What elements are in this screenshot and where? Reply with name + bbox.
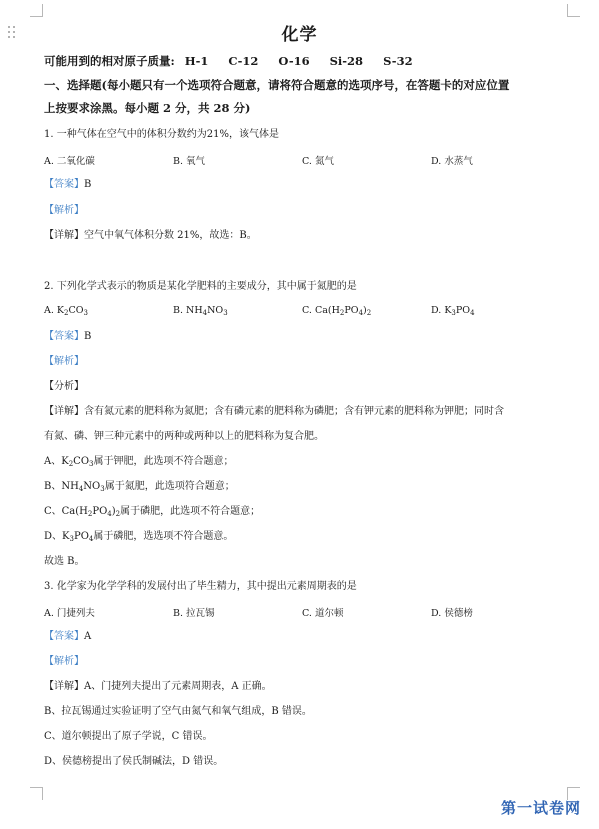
formula-part: CO	[73, 456, 90, 467]
q3-answer	[44, 630, 91, 644]
atomic-mass-label: 可能用到的相对原子质量:	[44, 54, 175, 68]
q3-option-b: B. 拉瓦锡	[173, 608, 215, 619]
q2-analysis-tag: 【解析】	[44, 356, 84, 367]
subscript: 3	[89, 460, 94, 468]
atomic-mass-item: Si-28	[329, 54, 364, 68]
q1-option-d: D. 水蒸气	[431, 156, 473, 167]
subscript: 4	[88, 535, 94, 543]
section-heading-line1: 一、选择题(每小题只有一个选项符合题意，请将符合题意的选项序号，在答题卡的对应位置	[44, 78, 510, 92]
q2-option-d-prefix: D. K	[431, 305, 452, 316]
formula-part: PO	[73, 531, 89, 542]
q2-answer	[44, 330, 91, 344]
answer-tag: 【答案】	[44, 331, 84, 342]
detail-tag: 【详解】	[44, 406, 84, 417]
formula-part: A、K	[44, 456, 69, 467]
subscript: 2	[64, 309, 69, 317]
line-text: 属于磷肥，此选项不符合题意；	[120, 506, 261, 517]
q1-detail-text: 空气中氧气体积分数 21%，故选：B。	[84, 230, 257, 241]
q3-detail-a	[44, 680, 272, 694]
q3-detail-b: B、拉瓦锡通过实验证明了空气由氮气和氧气组成，B 错误。	[44, 706, 312, 717]
q3-detail-c: C、道尔顿提出了原子学说，C 错误。	[44, 731, 213, 742]
q3-option-c: C. 道尔顿	[302, 608, 344, 619]
formula-part: NO	[83, 481, 101, 492]
q2-option-d	[431, 305, 475, 316]
atomic-mass-item: S-32	[383, 54, 413, 68]
q2-conclusion: 故选 B。	[44, 556, 85, 567]
answer-tag: 【答案】	[44, 179, 84, 190]
subscript: 4	[202, 309, 208, 317]
line-text: 属于磷肥，选选项不符合题意。	[93, 531, 234, 542]
q2-option-b-prefix: B. NH	[173, 305, 203, 316]
q2-line-b	[44, 480, 235, 494]
subscript: 3	[451, 309, 456, 317]
q1-analysis-tag: 【解析】	[44, 205, 84, 216]
formula-part: PO	[344, 305, 359, 316]
q1-option-a: A. 二氧化碳	[44, 156, 95, 167]
subscript: 3	[83, 309, 88, 317]
subscript: 4	[78, 485, 84, 493]
atomic-mass-line	[44, 54, 429, 68]
q1-option-c: C. 氮气	[302, 156, 334, 167]
q2-explain-tag: 【分析】	[44, 381, 84, 392]
formula-part: )	[363, 305, 367, 316]
page-title: 化学	[281, 25, 318, 45]
margin-mark-top-right	[567, 4, 580, 17]
formula-part: B、NH	[44, 481, 79, 492]
q2-answer-value: B	[84, 331, 92, 342]
subscript: 3	[100, 485, 105, 493]
formula-part: PO	[455, 305, 471, 316]
formula-part: )	[111, 506, 116, 517]
subscript: 4	[470, 309, 475, 317]
q2-line-c	[44, 505, 260, 519]
q2-detail-line1	[44, 405, 504, 419]
section-heading-line2: 上按要求涂黑。每小题 2 分，共 28 分)	[44, 101, 251, 115]
q1-answer-value: B	[84, 179, 92, 190]
q3-detail-a-text: A、门捷列夫提出了元素周期表，A 正确。	[84, 681, 272, 692]
subscript: 2	[68, 460, 74, 468]
q2-detail-text: 含有氮元素的肥料称为氮肥；含有磷元素的肥料称为磷肥；含有钾元素的肥料称为钾肥；同时含	[84, 406, 504, 417]
q1-detail	[44, 229, 257, 243]
subscript: 2	[87, 510, 93, 518]
watermark-logo: 第一试卷网	[500, 799, 581, 817]
q3-detail-d: D、侯德榜提出了侯氏制碱法，D 错误。	[44, 756, 224, 767]
margin-mark-top-left	[30, 4, 43, 17]
subscript: 3	[69, 535, 74, 543]
q1-answer	[44, 178, 91, 192]
line-text: 属于氮肥，此选项符合题意；	[104, 481, 235, 492]
atomic-mass-item: O-16	[278, 54, 310, 68]
q3-analysis-tag: 【解析】	[44, 656, 84, 667]
formula-part: C、Ca(H	[44, 506, 88, 517]
subscript: 2	[339, 309, 345, 317]
subscript: 2	[366, 309, 372, 317]
q2-option-a-prefix: A. K	[44, 305, 64, 316]
q3-stem: 3. 化学家为化学学科的发展付出了毕生精力，其中提出元素周期表的是	[44, 581, 357, 592]
q2-option-a	[44, 305, 88, 316]
answer-tag: 【答案】	[44, 631, 84, 642]
formula-part: D、K	[44, 531, 70, 542]
q2-option-c	[302, 305, 371, 316]
subscript: 4	[107, 510, 112, 518]
atomic-mass-item: H-1	[184, 54, 209, 68]
q3-answer-value: A	[84, 631, 92, 642]
line-text: 属于钾肥，此选项不符合题意；	[93, 456, 234, 467]
q2-stem: 2. 下列化学式表示的物质是某化学肥料的主要成分，其中属于氮肥的是	[44, 281, 357, 292]
q2-line-a	[44, 455, 234, 469]
margin-mark-bottom-left	[30, 787, 43, 800]
q3-option-a: A. 门捷列夫	[44, 608, 95, 619]
subscript: 3	[223, 309, 228, 317]
q2-detail-line2: 有氮、磷、钾三种元素中的两种或两种以上的肥料称为复合肥。	[44, 431, 324, 442]
subscript: 4	[358, 309, 364, 317]
q1-option-b: B. 氧气	[173, 156, 206, 167]
atomic-mass-item: C-12	[228, 54, 259, 68]
q2-option-b	[173, 305, 228, 316]
detail-tag: 【详解】	[44, 230, 84, 241]
formula-part: NO	[207, 305, 224, 316]
q3-option-d: D. 侯德榜	[431, 608, 473, 619]
subscript: 2	[115, 510, 121, 518]
formula-part: CO	[68, 305, 84, 316]
q2-line-d	[44, 530, 233, 544]
formula-part: PO	[92, 506, 108, 517]
q2-option-c-prefix: C. Ca(H	[302, 305, 340, 316]
detail-tag: 【详解】	[44, 681, 84, 692]
q1-stem: 1. 一种气体在空气中的体积分数约为21%，该气体是	[44, 129, 279, 140]
